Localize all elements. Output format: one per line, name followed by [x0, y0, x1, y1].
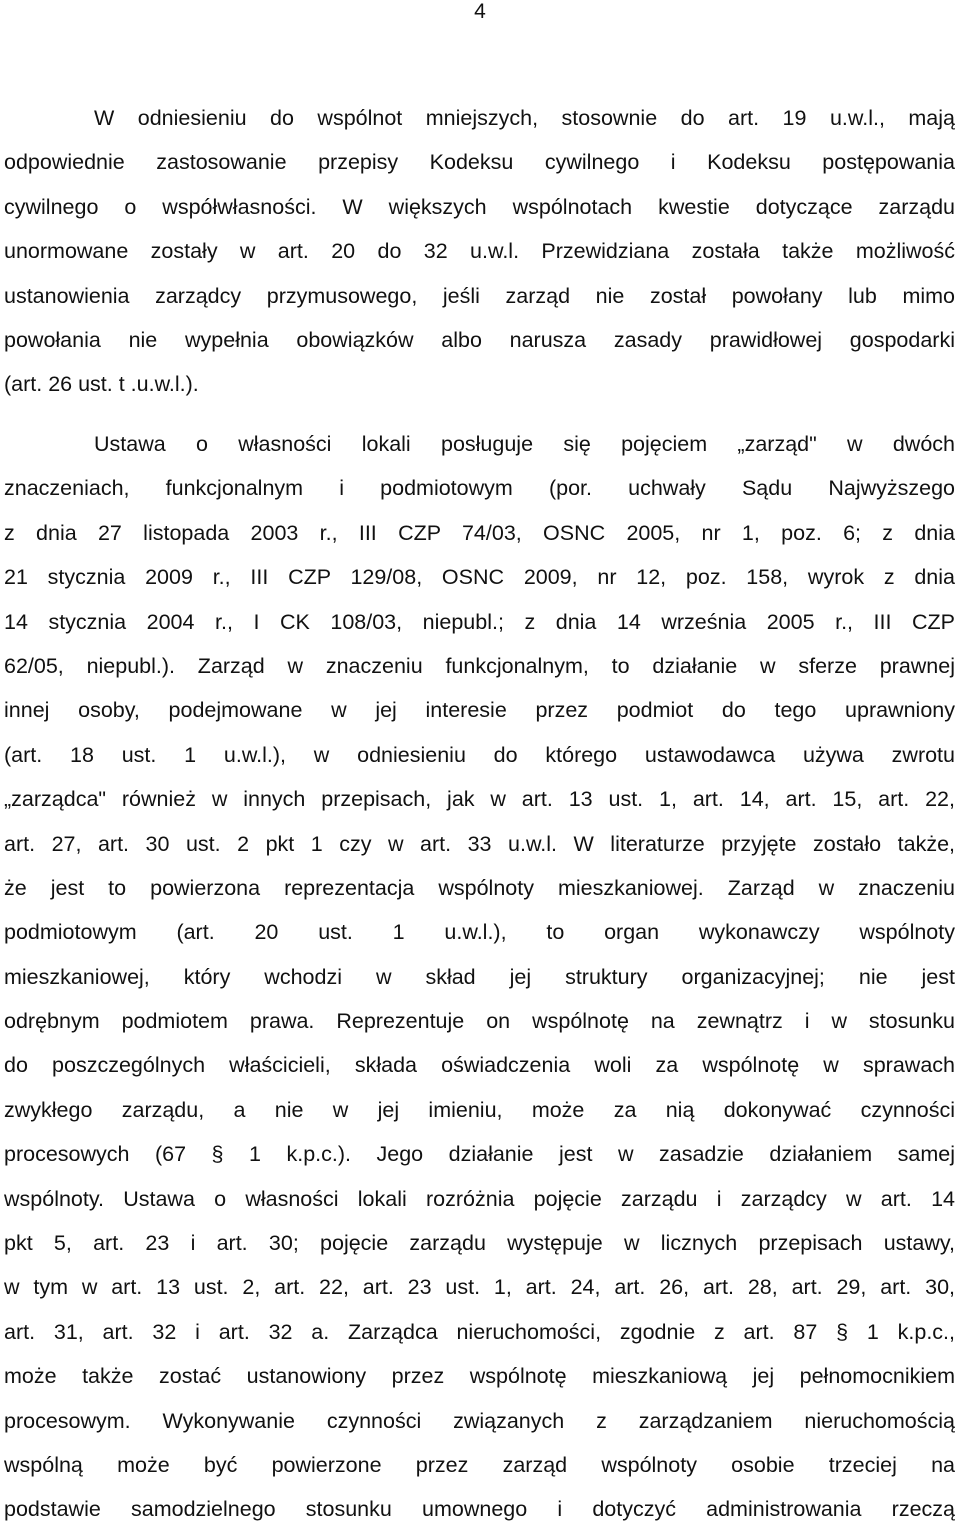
- text-line: unormowane zostały w art. 20 do 32 u.w.l. Przewidziana została także możliwość: [4, 239, 955, 264]
- paragraph-1: [4, 96, 955, 407]
- text-line: „zarządca" również w innych przepisach, jak w art. 13 ust. 1, art. 14, art. 15, art. 22,: [4, 787, 955, 812]
- text-line: odrębnym podmiotem prawa. Reprezentuje on wspólnotę na zewnątrz i w stosunku: [4, 1009, 955, 1034]
- text-line: ustanowienia zarządcy przymusowego, jeśli zarząd nie został powołany lub mimo: [4, 283, 955, 308]
- text-line: w tym w art. 13 ust. 2, art. 22, art. 23 ust. 1, art. 24, art. 26, art. 28, art. 29, art. 30,: [4, 1275, 955, 1300]
- text-line: z dnia 27 listopada 2003 r., III CZP 74/03, OSNC 2005, nr 1, poz. 6; z dnia: [4, 520, 955, 545]
- text-line: art. 31, art. 32 i art. 32 a. Zarządca nieruchomości, zgodnie z art. 87 § 1 k.p.c.,: [4, 1319, 955, 1344]
- text-line: innej osoby, podejmowane w jej interesie przez podmiot do tego uprawniony: [4, 698, 955, 723]
- text-line: procesowych (67 § 1 k.p.c.). Jego działanie jest w zasadzie działaniem samej: [4, 1142, 955, 1167]
- text-line: może także zostać ustanowiony przez wspólnotę mieszkaniową jej pełnomocnikiem: [4, 1364, 955, 1389]
- text-line: cywilnego o współwłasności. W większych wspólnotach kwestie dotyczące zarządu: [4, 194, 955, 219]
- text-line: wspólną może być powierzone przez zarząd wspólnoty osobie trzeciej na: [4, 1452, 955, 1477]
- text-line: procesowym. Wykonywanie czynności związanych z zarządzaniem nieruchomością: [4, 1408, 955, 1433]
- text-line: wspólnoty. Ustawa o własności lokali rozróżnia pojęcie zarządu i zarządcy w art. 14: [4, 1186, 955, 1211]
- text-line: Ustawa o własności lokali posługuje się pojęciem „zarząd" w dwóch: [94, 432, 955, 456]
- text-line: 21 stycznia 2009 r., III CZP 129/08, OSNC 2009, nr 12, poz. 158, wyrok z dnia: [4, 565, 955, 590]
- text-line: 62/05, niepubl.). Zarząd w znaczeniu funkcjonalnym, to działanie w sferze prawnej: [4, 653, 955, 678]
- text-line: 14 stycznia 2004 r., I CK 108/03, niepubl.; z dnia 14 września 2005 r., III CZP: [4, 609, 955, 634]
- text-line: podmiotowym (art. 20 ust. 1 u.w.l.), to organ wykonawczy wspólnoty: [4, 920, 955, 945]
- text-line: zwykłego zarządu, a nie w jej imieniu, może za nią dokonywać czynności: [4, 1097, 955, 1122]
- text-line: odpowiednie zastosowanie przepisy Kodeksu cywilnego i Kodeksu postępowania: [4, 150, 955, 175]
- text-line: powołania nie wypełnia obowiązków albo narusza zasady prawidłowej gospodarki: [4, 327, 955, 352]
- text-line: W odniesieniu do wspólnot mniejszych, stosownie do art. 19 u.w.l., mają: [94, 106, 955, 130]
- text-line: (art. 18 ust. 1 u.w.l.), w odniesieniu do którego ustawodawca używa zwrotu: [4, 742, 955, 767]
- text-line: mieszkaniowej, który wchodzi w skład jej struktury organizacyjnej; nie jest: [4, 964, 955, 989]
- text-line: podstawie samodzielnego stosunku umownego i dotyczyć administrowania rzeczą: [4, 1497, 955, 1522]
- text-line: znaczeniach, funkcjonalnym i podmiotowym (por. uchwały Sądu Najwyższego: [4, 476, 955, 501]
- text-line: do poszczególnych właścicieli, składa oświadczenia woli za wspólnotę w sprawach: [4, 1053, 955, 1078]
- text-line: (art. 26 ust. t .u.w.l.).: [4, 372, 199, 397]
- text-line: pkt 5, art. 23 i art. 30; pojęcie zarządu występuje w licznych przepisach ustawy,: [4, 1231, 955, 1256]
- text-line: art. 27, art. 30 ust. 2 pkt 1 czy w art. 33 u.w.l. W literaturze przyjęte zostało także,: [4, 831, 955, 856]
- page-number: 4: [474, 0, 486, 23]
- paragraph-2: [4, 422, 955, 1532]
- text-line: że jest to powierzona reprezentacja wspólnoty mieszkaniowej. Zarząd w znaczeniu: [4, 875, 955, 900]
